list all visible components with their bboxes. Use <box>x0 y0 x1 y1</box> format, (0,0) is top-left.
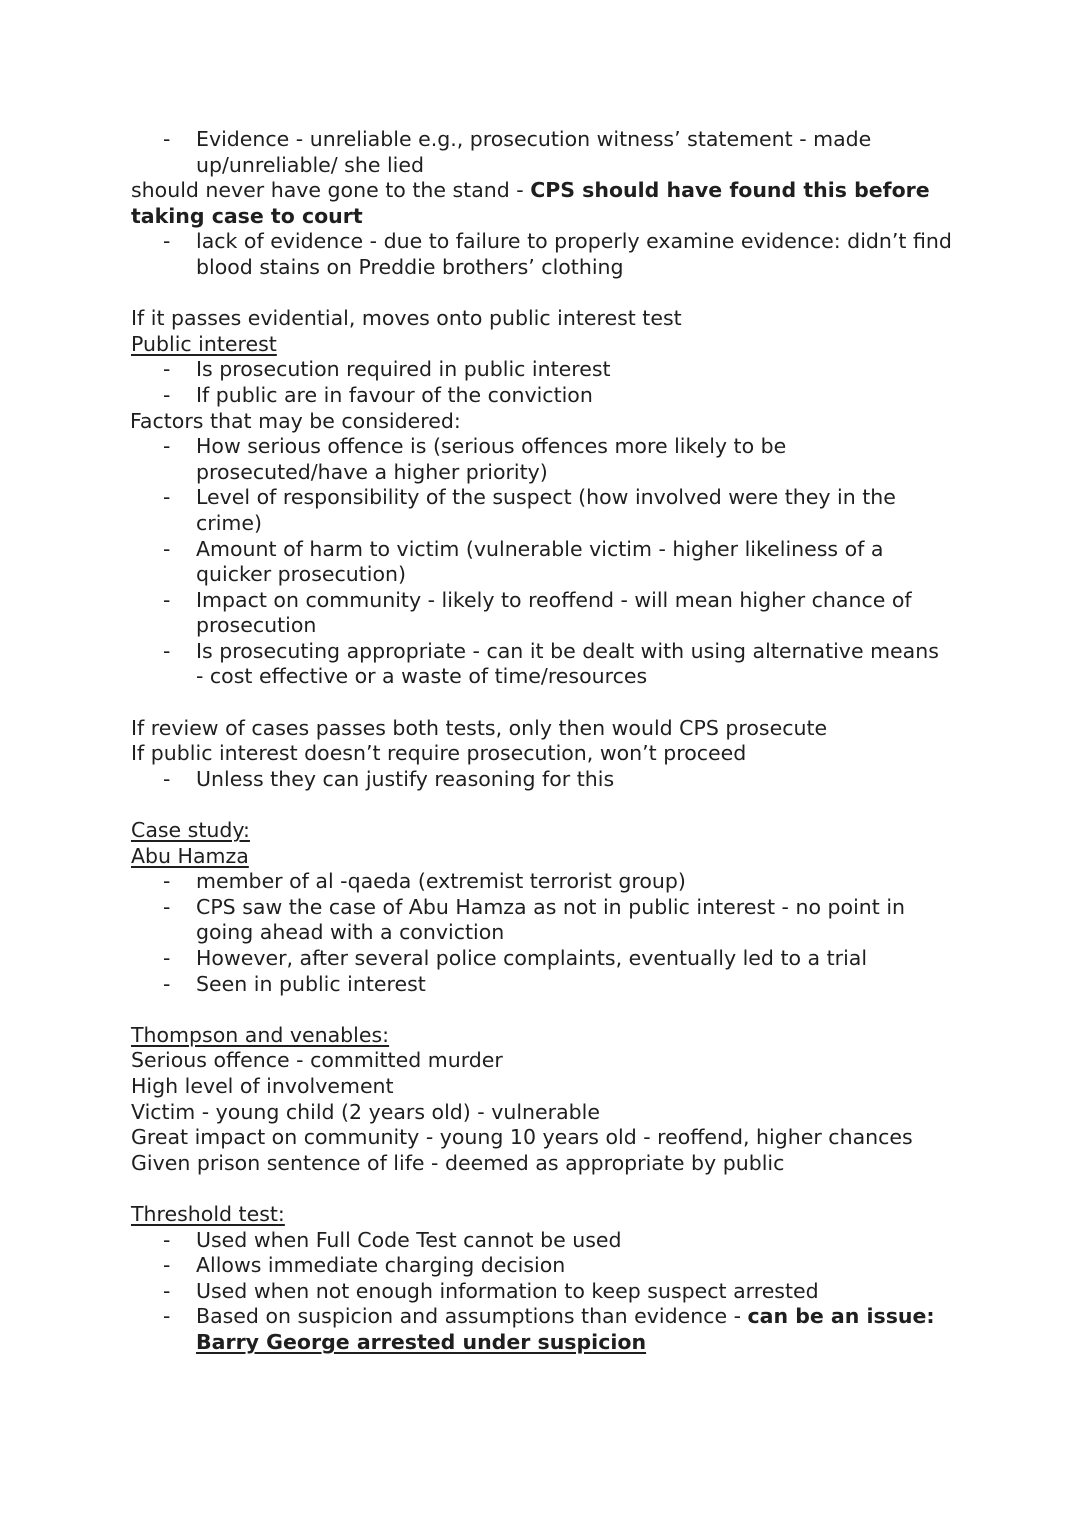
list-item <box>131 972 961 998</box>
bullet-text: - CPS saw the case of Abu Hamza as not in public interest - no point in <box>196 894 906 919</box>
bullet-text: - Used when not enough information to keep suspect arrested <box>196 1278 819 1303</box>
paragraph-line: High level of involvement <box>131 1073 394 1098</box>
bullet-text: - Allows immediate charging decision <box>196 1253 566 1278</box>
paragraph-line: If review of cases passes both tests, only then would CPS prosecute <box>131 715 828 740</box>
bullet-text: crime) <box>196 510 262 535</box>
list-item <box>131 357 961 383</box>
paragraph-line: taking case to court <box>131 203 363 228</box>
bullet-text: - lack of evidence - due to failure to properly examine evidence: didn’t find <box>196 229 952 254</box>
list-item <box>131 767 961 793</box>
list-item <box>131 537 961 588</box>
bullet-text: - If public are in favour of the conviction <box>196 382 593 407</box>
bullet-text: - Seen in public interest <box>196 971 426 996</box>
paragraph-line: Great impact on community - young 10 years old - reoffend, higher chances <box>131 1125 913 1150</box>
list-item <box>131 383 961 409</box>
list-item <box>131 869 961 895</box>
paragraph-line <box>131 178 961 204</box>
paragraph-line: If it passes evidential, moves onto public interest test <box>131 306 682 331</box>
list-item <box>131 588 961 639</box>
paragraph-line: Serious offence - committed murder <box>131 1048 503 1073</box>
section-heading: Threshold test: <box>131 1201 285 1226</box>
list-item <box>131 1304 961 1355</box>
paragraph-line: Given prison sentence of life - deemed as appropriate by public <box>131 1150 785 1175</box>
bullet-text: quicker prosecution) <box>196 562 407 587</box>
list-item <box>131 1253 961 1279</box>
bullet-text: prosecution <box>196 613 317 638</box>
list-item <box>131 1279 961 1305</box>
bullet-text: - Used when Full Code Test cannot be used <box>196 1227 622 1252</box>
bold-text: CPS should have found this before <box>530 178 930 203</box>
bullet-text: going ahead with a conviction <box>196 920 505 945</box>
list-item <box>131 895 961 946</box>
list-item <box>131 639 961 690</box>
list-item <box>131 1228 961 1254</box>
bullet-text: - Evidence - unreliable e.g., prosecution witness’ statement - made <box>196 127 872 151</box>
list-item <box>131 946 961 972</box>
bullet-text: - Unless they can justify reasoning for this <box>196 766 615 791</box>
notes-document <box>131 127 961 1356</box>
bullet-lack-of-evidence <box>131 229 961 280</box>
bullet-text: - Level of responsibility of the suspect (how involved were they in the <box>196 485 896 510</box>
bullet-text: prosecuted/have a higher priority) <box>196 459 548 484</box>
list-item <box>131 485 961 536</box>
bullet-text: - cost effective or a waste of time/resources <box>196 664 648 689</box>
bullet-text: - Is prosecution required in public interest <box>196 357 611 382</box>
case-name: Abu Hamza <box>131 843 249 868</box>
case-reference: Barry George arrested under suspicion <box>196 1329 647 1354</box>
bullet-text: - member of al -qaeda (extremist terrorist group) <box>196 869 686 894</box>
bullet-unreliable-evidence <box>131 127 961 178</box>
bold-text: can be an issue: <box>747 1304 935 1329</box>
paragraph-line: If public interest doesn’t require prosecution, won’t proceed <box>131 741 747 766</box>
factors-label: Factors that may be considered: <box>130 408 461 433</box>
bullet-text: Based on suspicion and assumptions than evidence - <box>196 1304 748 1329</box>
bullet-text: - However, after several police complaints, eventually led to a trial <box>196 946 868 970</box>
bullet-text: - Amount of harm to victim (vulnerable victim - higher likeliness of a <box>196 536 884 561</box>
bullet-text: - Is prosecuting appropriate - can it be dealt with using alternative means <box>196 638 939 663</box>
bullet-text: - Impact on community - likely to reoffend - will mean higher chance of <box>196 587 912 612</box>
list-item <box>131 434 961 485</box>
bullet-text: blood stains on Preddie brothers’ clothing <box>196 254 624 279</box>
bullet-text: - How serious offence is (serious offences more likely to be <box>196 434 787 459</box>
text: should never have gone to the stand - <box>131 178 531 203</box>
section-heading: Thompson and venables: <box>131 1022 390 1047</box>
case-study-heading: Case study: <box>131 818 250 843</box>
section-heading: Public interest <box>131 331 277 356</box>
bullet-text: up/unreliable/ she lied <box>196 152 425 177</box>
paragraph-line: Victim - young child (2 years old) - vulnerable <box>131 1099 600 1124</box>
